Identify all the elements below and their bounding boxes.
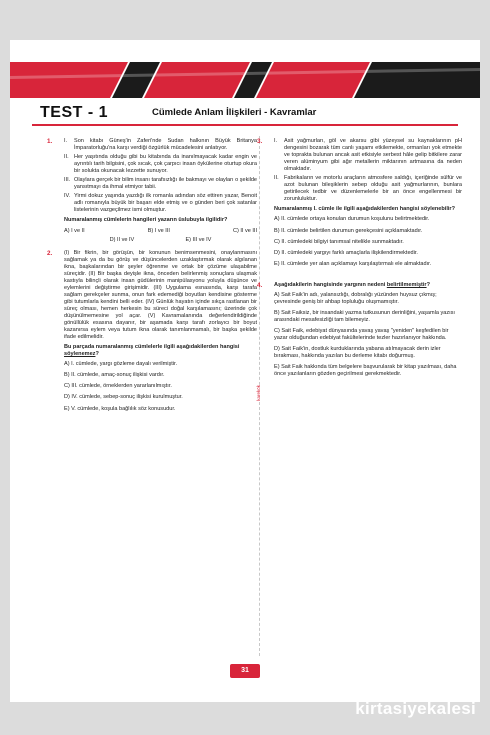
question-2 — [47, 249, 257, 413]
option-d[interactable]: D) II. cümledeki yargıyı farklı amaçlarla ilişkilendirmektedir. — [274, 249, 418, 256]
option-a[interactable]: A) Sait Faik'in adı, yalansızlığı, dobralığı yüzünden huysuz çıkmış; çevresinde geniş bir ahbap topluluğu oluşmamıştır. — [274, 291, 437, 305]
question-number: 2. — [47, 249, 53, 257]
option-c[interactable]: C) II. cümledeki bilgiyi tanımsal nitelikle sunmaktadır. — [274, 238, 404, 245]
worksheet-page — [10, 40, 480, 702]
passage: (I) Bir fikrin, bir görüşün, bir konunun benimsenmesini, onaylanmasını sağlamak ya da bu görüş ve düşüncelerden uzaklaştırmak olarak algılanan ikna, başkalarından bir şeyler öğrenme ve ortak bir çözüme ulaşabilme süreçidir. (II) Bir başka deyişle ikna, önceden belirlenmiş sonuçlara ulaşmak kastıyla bilinçli olarak insan güdülerinin manipülasyonu yoluyla düşünce ve eylemlerini değiştirme girişimidir. (III) Uygulama esnasında, karşı tarafa sağlam gerekçeler sunma, onun fark edemediği boyutları kendisine gösterme gibi tutumlarla kendini belli eder. (IV) Günlük hayatın içinde sıkça rastlanan bir süreç olması, hemen herkesin bu süreci doğal karşılamasını; üzerinde çok düşünülmemesine yol açar. (V) Kavramalanında değerlendirildiğinde gönüllülük esasına dayanır, bir aşamada karşı tarafı zorlayıcı bir boyut kazanırsa eylem veya tutum ikna olarak tanımlanmamalı, bir başka şekilde ifade edilmelidir. — [64, 249, 257, 341]
header-banner — [10, 62, 480, 98]
question-1 — [47, 138, 257, 244]
banner-red-left — [10, 62, 128, 98]
question-3 — [257, 138, 462, 268]
options-row — [64, 237, 257, 244]
statement: I. Son kitabı Güneş'in Zaferi'nde Sudan halkının Büyük Britanya İmparatorluğu'na karşı verdiği özgürlük mücadelesini anlatıyor. — [64, 138, 257, 152]
statement: III. Olaylara gerçek bir bilim insanı tarafsızlığı ile bakmayı ve olayları o şekilde yansıtmayı da ihmal etmiyor tabii. — [64, 177, 257, 191]
question-stem: Aşağıdakilerin hangisinde yargının nedeni belirtilmemiştir? — [274, 281, 430, 288]
option-b[interactable]: B) II. cümlede, amaç-sonuç ilişkisi vardır. — [64, 372, 165, 379]
question-stem: Bu parçada numaralanmış cümlelerle ilgili aşağıdakilerden hangisi söylenemez? — [64, 344, 240, 358]
side-label: karekök — [256, 385, 266, 401]
question-number: 1. — [47, 138, 53, 145]
option-c[interactable]: C) II ve III — [232, 227, 257, 234]
option-e[interactable]: E) Sait Faik hakkında tüm belgelere başvurularak bir kitap yazılması, daha önce yazılanların gözden geçirilmesi gerekmektedir. — [274, 364, 457, 378]
option-a[interactable]: A) I ve II — [64, 227, 85, 234]
page-number: 31 — [230, 664, 260, 678]
option-c[interactable]: C) III. cümlede, örneklerden yararlanılmıştır. — [64, 383, 172, 390]
banner-red-right — [256, 62, 370, 98]
question-number: 4. — [257, 281, 263, 289]
statement: II. Fabrikaların ve motorlu araçların atmosfere saldığı, içeriğinde sülfür ve azot bulunan bileşiklerin sebep olduğu asit yağmurlarının, bunlara getirilecek tedbir ve düzenlemelerle bir an önce engellenmesi bir zorunluluktur. — [274, 175, 462, 203]
option-d[interactable]: D) Sait Faik'in, dostluk kurduklarında yabana atılmayacak derin izler bırakması, hakkında yazılan bu derleme kitabı doğurmuş. — [274, 346, 441, 360]
option-e[interactable]: E) III ve IV — [185, 236, 212, 243]
option-c[interactable]: C) Sait Faik, edebiyat dünyasında yavaş yavaş "yeniden" keşfedilen bir yazar olduğundan edebiyat fakültelerinde tezler hazırlanıyor hakkında. — [274, 327, 449, 341]
banner-red-mid — [144, 62, 250, 98]
banner-dark-3 — [354, 62, 480, 98]
statement: IV. Yirmi dokuz yaşında yazdığı ilk romanla adından söz ettiren yazar, Benoit adlı romanıyla büyük bir başarı elde etmiş ve o günden beri çok satanlar listelerinin vazgeçilmez ismi olmuştur. — [64, 193, 257, 214]
option-a[interactable]: A) I. cümlede, yargı gözleme dayalı verilmiştir. — [64, 361, 178, 368]
statement: II. Her yaşıtında olduğu gibi bu kitabında da inanılmayacak kadar engin ve ayrıntılı tarih bilgisini, çok sıcak, çok çarpıcı insan öykülerine oturtup okura bir solukta okunacak lezzette sunuyor. — [64, 154, 257, 175]
test-title: TEST - 1 — [40, 104, 109, 121]
option-b[interactable]: B) I ve III — [147, 227, 170, 234]
option-b[interactable]: B) II. cümlede belirtilen durumun gerekçesini açıklamaktadır. — [274, 227, 423, 234]
title-underline — [32, 124, 458, 126]
question-stem: Numaralanmış cümlelerin hangileri yazarın üslubuyla ilgilidir? — [64, 217, 228, 224]
option-e[interactable]: E) V. cümlede, koşula bağlılık söz konusudur. — [64, 405, 176, 412]
right-column — [257, 138, 462, 384]
left-column — [47, 138, 257, 419]
question-stem: Numaralanmış I. cümle ile ilgili aşağıdakilerden hangisi söylenebilir? — [274, 206, 455, 213]
options-row — [64, 228, 257, 235]
option-e[interactable]: E) II. cümlede yer alan açıklamayı karşılaştırmalı ele almaktadır. — [274, 260, 432, 267]
option-b[interactable]: B) Sait Faiksiz, bir insandaki yazma tutkusunun derinliğini, yaşamla yazısı arasındaki mesafesizliği tam bilemeyiz. — [274, 309, 455, 323]
watermark: kirtasiyekalesi — [355, 699, 476, 718]
option-d[interactable]: D) IV. cümlede, sebep-sonuç ilişkisi kurulmuştur. — [64, 394, 183, 401]
option-a[interactable]: A) II. cümlede ortaya konulan durumun koşulunu belirtmektedir. — [274, 216, 430, 223]
option-d[interactable]: D) II ve IV — [109, 236, 135, 243]
question-4 — [257, 281, 462, 379]
statement: I. Asit yağmurları, göl ve akarsu gibi yüzeysel su kaynaklarının pH dengesini bozarak tüm canlı yaşamı etkilemekte, ormanları yok etmekte ve toprakta bulunan ancak asit etkisiyle serbest hâle gelip bitkilere zarar veren alüminyum gibi ağır metallerin miktarının artmasına da neden olmaktadır. — [274, 138, 462, 173]
question-number: 3. — [257, 138, 263, 145]
page-subtitle: Cümlede Anlam İlişkileri - Kavramlar — [152, 107, 317, 118]
